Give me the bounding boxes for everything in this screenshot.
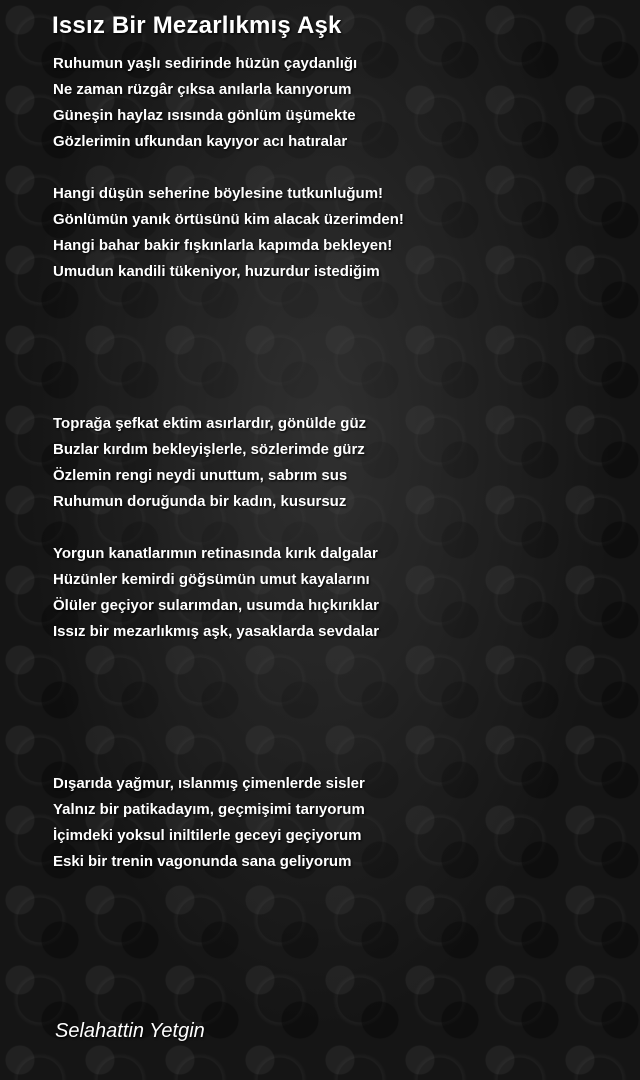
stanza-5 (53, 771, 365, 875)
poem-line: Ölüler geçiyor sularımdan, usumda hıçkırıklar (53, 597, 379, 614)
poem-author: Selahattin Yetgin (55, 1020, 205, 1042)
poem-line: Ne zaman rüzgâr çıksa anılarla kanıyorum (53, 81, 352, 98)
poem-line: Hangi bahar bakir fışkınlarla kapımda bekleyen! (53, 237, 393, 254)
poem-line: Ruhumun doruğunda bir kadın, kusursuz (53, 493, 347, 510)
poem-line: Gözlerimin ufkundan kayıyor acı hatıralar (53, 133, 348, 150)
poem-title: Issız Bir Mezarlıkmış Aşk (52, 12, 342, 39)
poem-line: Gönlümün yanık örtüsünü kim alacak üzerimden! (53, 211, 404, 228)
stanza-2 (53, 181, 404, 285)
poem-line: Yorgun kanatlarımın retinasında kırık dalgalar (53, 545, 378, 562)
stanza-3 (53, 411, 366, 515)
poem-line: Eski bir trenin vagonunda sana geliyorum (53, 853, 352, 870)
stanza-4 (53, 541, 379, 645)
poem-line: İçimdeki yoksul iniltilerle geceyi geçiyorum (53, 827, 362, 844)
poem-line: Hüzünler kemirdi göğsümün umut kayalarını (53, 571, 370, 588)
poem-line: Dışarıda yağmur, ıslanmış çimenlerde sisler (53, 775, 365, 792)
poem-line: Ruhumun yaşlı sedirinde hüzün çaydanlığı (53, 55, 358, 72)
poem-line: Hangi düşün seherine böylesine tutkunluğum! (53, 185, 384, 202)
poem-line: Issız bir mezarlıkmış aşk, yasaklarda sevdalar (53, 623, 380, 640)
poem-line: Yalnız bir patikadayım, geçmişimi tarıyorum (53, 801, 365, 818)
poem-line: Toprağa şefkat ektim asırlardır, gönülde güz (53, 415, 367, 432)
poem-line: Umudun kandili tükeniyor, huzurdur istediğim (53, 263, 380, 280)
poem-line: Güneşin haylaz ısısında gönlüm üşümekte (53, 107, 356, 124)
poem-line: Buzlar kırdım bekleyişlerle, sözlerimde gürz (53, 441, 365, 458)
poem-line: Özlemin rengi neydi unuttum, sabrım sus (53, 467, 348, 484)
stanza-1 (53, 51, 357, 155)
